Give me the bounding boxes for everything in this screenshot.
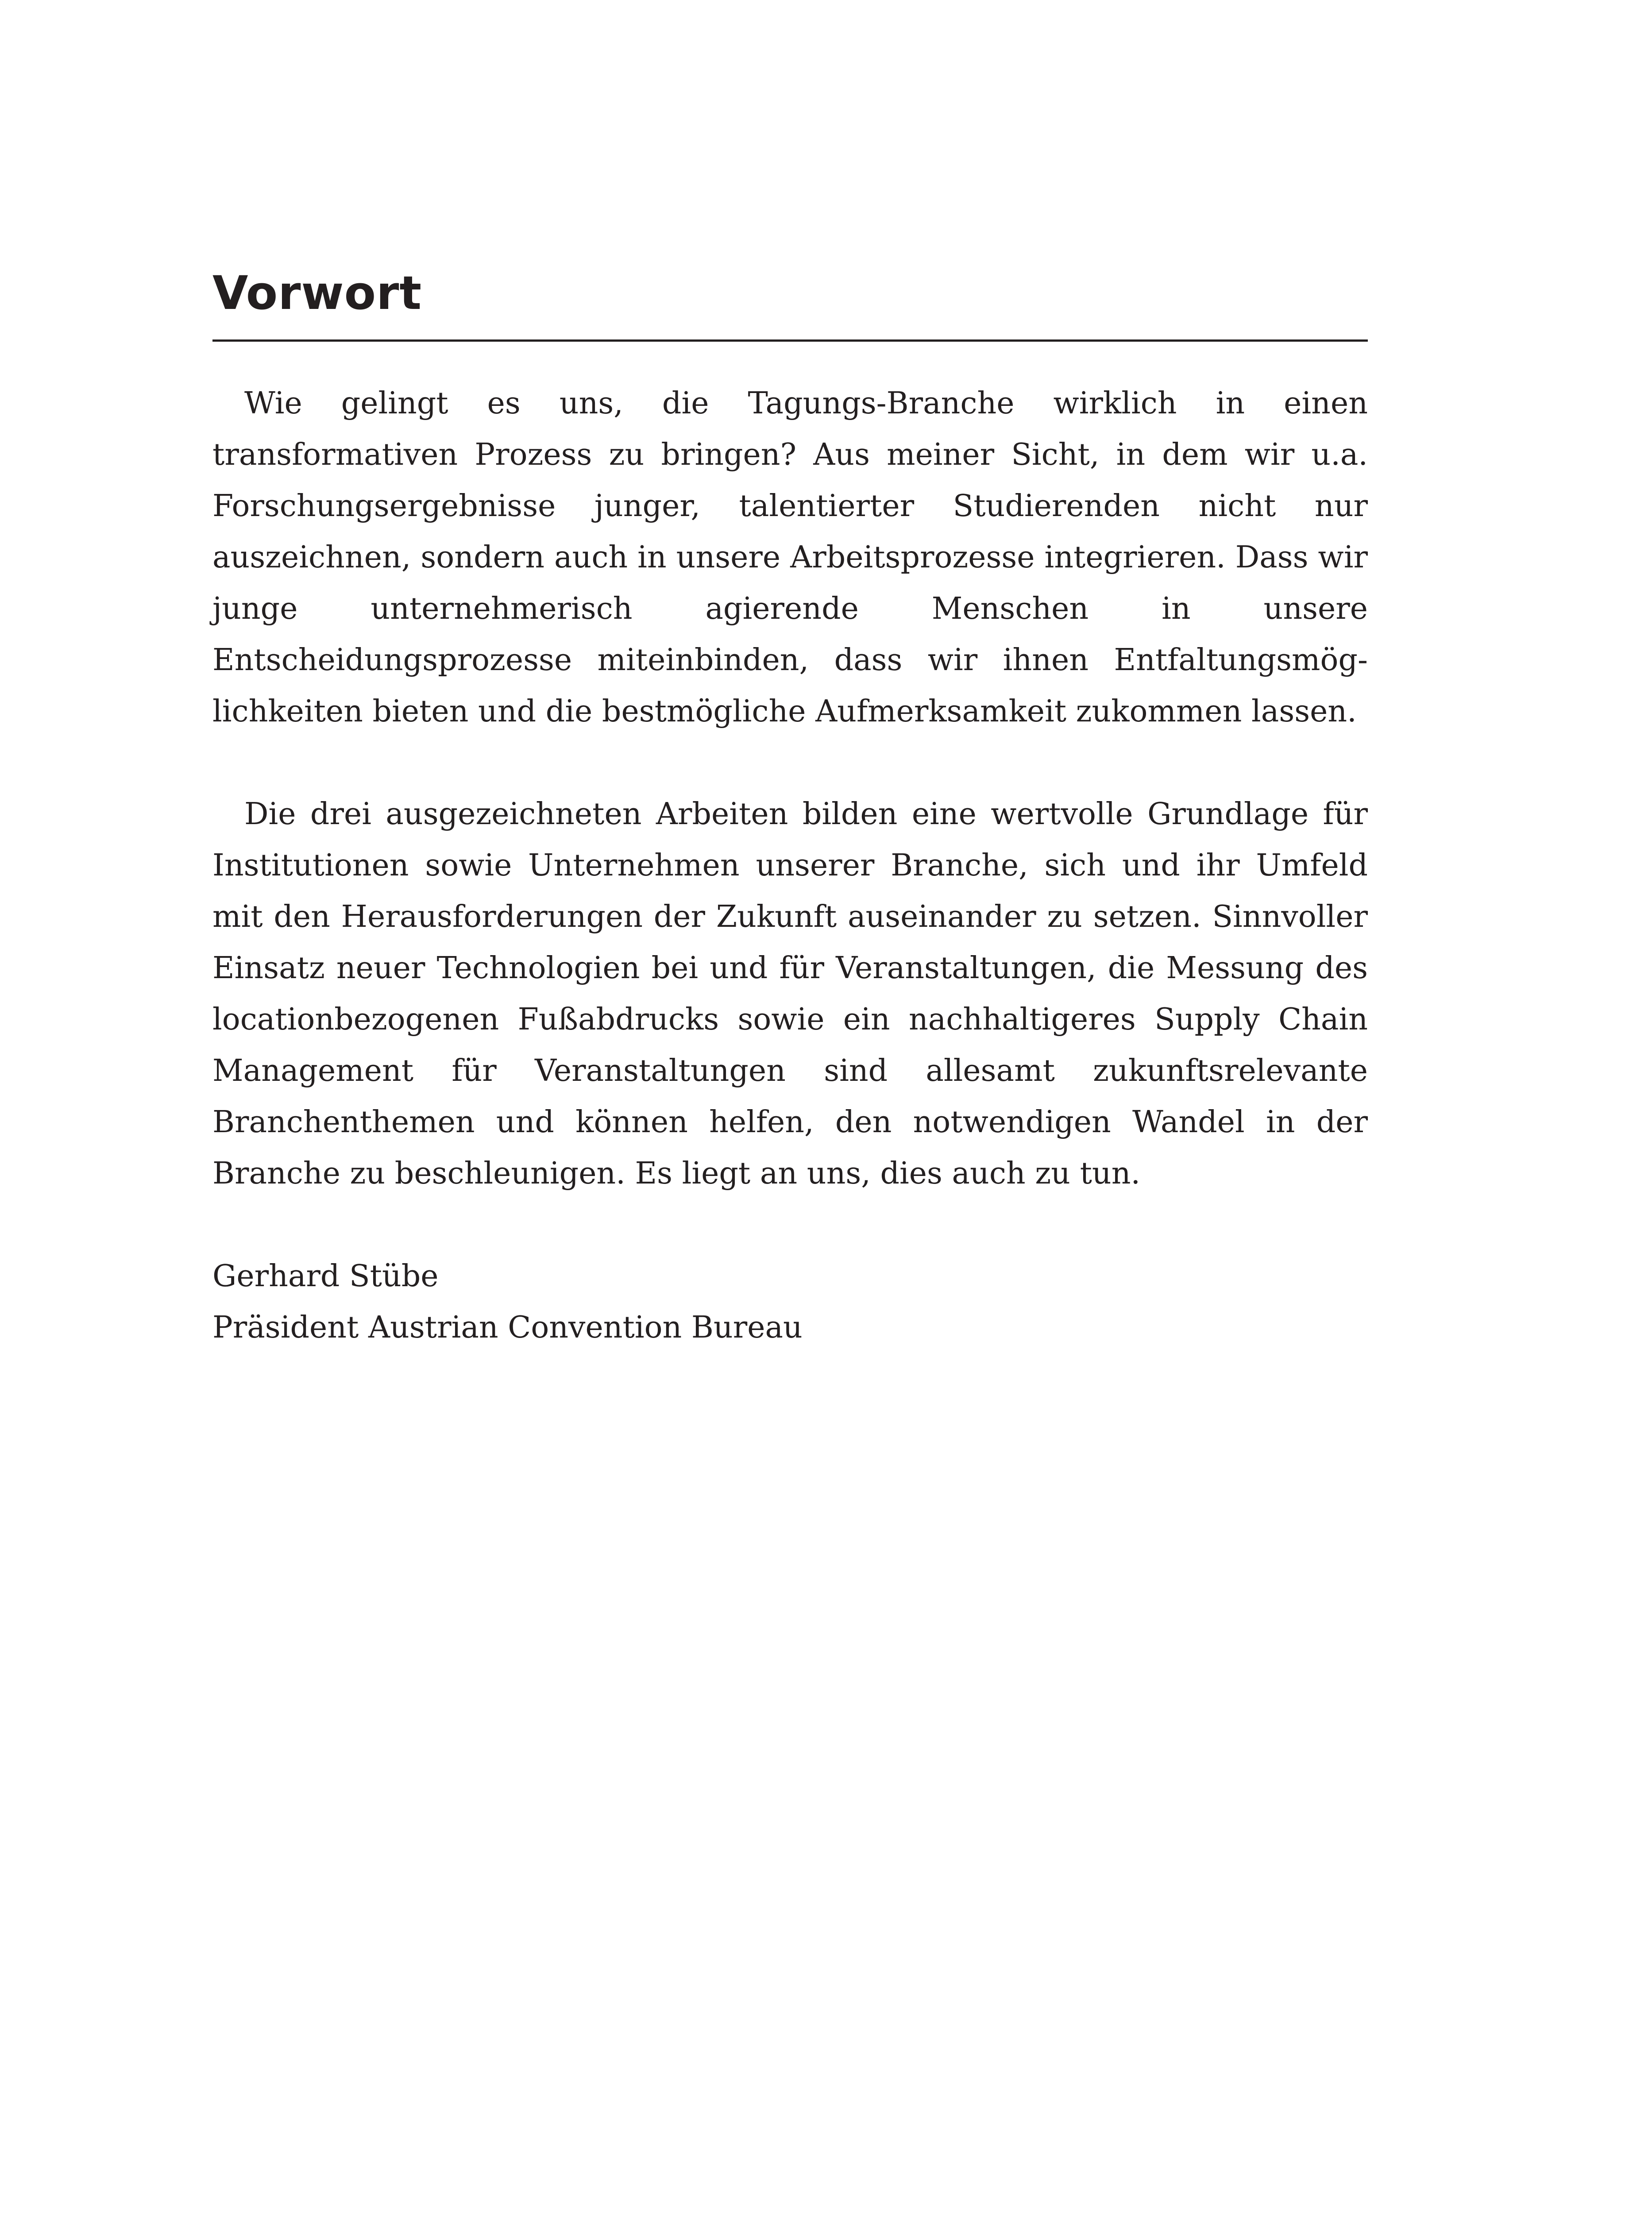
signature-name: Gerhard Stübe — [212, 1258, 439, 1294]
signature-block — [212, 1251, 1368, 1353]
body-text — [212, 378, 1368, 1199]
page-title: Vorwort — [212, 266, 422, 320]
signature-role: Präsident Austrian Convention Bureau — [212, 1310, 803, 1345]
page-content — [212, 266, 1368, 1353]
paragraph-1: Wie gelingt es uns, die Tagungs-Branche wirklich in einen transformativen Prozess zu bringen? Aus meiner Sicht, in dem wir u.a. Forschungsergebnisse junger, talentierter Studierenden nicht nur auszeichnen, sondern auch in unsere Arbeitsprozesse integrieren. Dass wir junge unternehmerisch agierende Menschen in unsere Entscheidungsprozesse miteinbinden, dass wir ihnen Entfaltungsmöglichkeiten bieten und die bestmögliche Aufmerksamkeit zukommen lassen. — [212, 386, 1368, 729]
title-divider — [212, 339, 1368, 342]
paragraph-2: Die drei ausgezeichneten Arbeiten bilden eine wertvolle Grundlage für Institutionen sowie Unternehmen unserer Branche, sich und ihr Umfeld mit den Herausforderungen der Zukunft auseinander zu setzen. Sinnvoller Einsatz neuer Technologien bei und für Veranstaltungen, die Messung des locationbezogenen Fußabdrucks sowie ein nachhaltigeres Supply Chain Management für Veranstaltungen sind allesamt zukunftsrelevante Branchenthemen und können helfen, den notwendigen Wandel in der Branche zu beschleunigen. Es liegt an uns, dies auch zu tun. — [212, 796, 1368, 1191]
